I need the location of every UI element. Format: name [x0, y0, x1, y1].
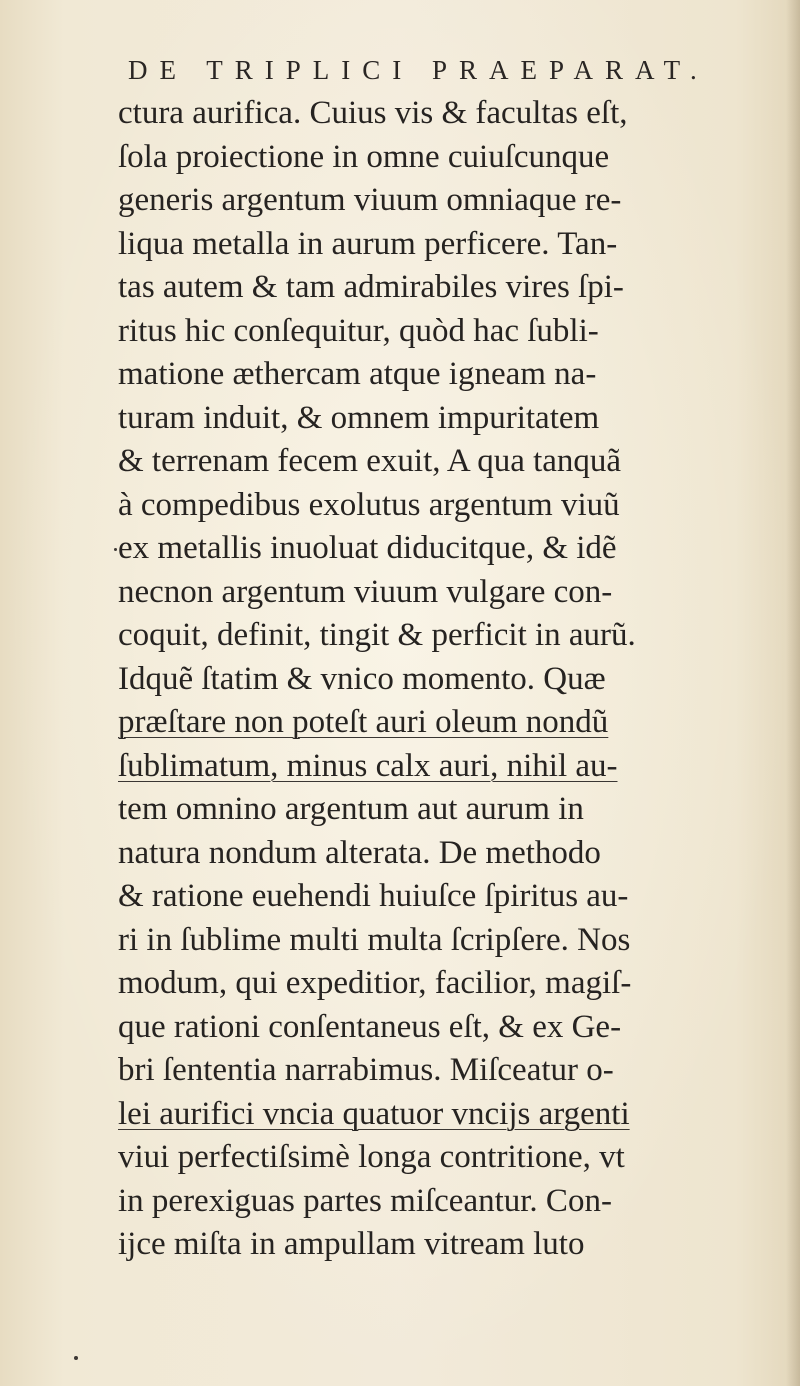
text-line-7: matione æthercam atque igneam na-: [118, 356, 597, 392]
text-line-24: lei aurifici vncia quatuor vncijs argenti: [118, 1095, 630, 1132]
text-line-22: que rationi conſentaneus eſt, & ex Ge-: [118, 1008, 622, 1045]
ink-speck: [114, 548, 117, 551]
text-line-2: ſola proiectione in omne cuiuſcunque: [118, 138, 610, 175]
text-line-16: ſublimatum, minus calx auri, nihil au-: [118, 747, 618, 784]
text-line-21: modum, qui expeditior, facilior, magiſ-: [118, 965, 632, 1001]
text-line-14: Idquẽ ſtatim & vnico momento. Quæ: [118, 660, 606, 697]
text-line-17: tem omnino argentum aut aurum in: [118, 791, 584, 827]
text-line-3: generis argentum viuum omniaque re-: [118, 182, 622, 218]
text-line-20: ri in ſublime multi multa ſcripſere. Nos: [118, 921, 631, 958]
text-line-1: ctura aurifica. Cuius vis & facultas eſt,: [118, 95, 628, 131]
text-line-4: liqua metalla in aurum perficere. Tan-: [118, 225, 618, 262]
text-line-13: coquit, definit, tingit & perficit in aurũ.: [118, 617, 636, 653]
running-head: DE TRIPLICI PRAEPARAT.: [128, 55, 709, 85]
text-line-5: tas autem & tam admirabiles vires ſpi-: [118, 269, 624, 305]
text-line-26: in perexiguas partes miſceantur. Con-: [118, 1182, 612, 1219]
body-text: [118, 92, 778, 1267]
text-line-8: turam induit, & omnem impuritatem: [118, 399, 600, 436]
page-edge-shadow: [786, 0, 800, 1386]
text-line-15: præſtare non poteſt auri oleum nondũ: [118, 704, 609, 740]
text-line-18: natura nondum alterata. De methodo: [118, 834, 601, 871]
text-line-23: bri ſententia narrabimus. Miſceatur o-: [118, 1052, 614, 1088]
text-line-11: ex metallis inuoluat diducitque, & idẽ: [118, 530, 617, 566]
ink-speck: [74, 1356, 78, 1360]
text-line-10: à compedibus exolutus argentum viuũ: [118, 486, 620, 523]
text-line-9: & terrenam fecem exuit, A qua tanquã: [118, 443, 622, 479]
text-line-19: & ratione euehendi huiuſce ſpiritus au-: [118, 878, 629, 914]
text-line-12: necnon argentum viuum vulgare con-: [118, 573, 613, 610]
text-line-6: ritus hic conſequitur, quòd hac ſubli-: [118, 312, 599, 349]
text-line-25: viui perfectiſsimè longa contritione, vt: [118, 1139, 625, 1175]
text-line-27: ijce miſta in ampullam vitream luto: [118, 1226, 585, 1262]
